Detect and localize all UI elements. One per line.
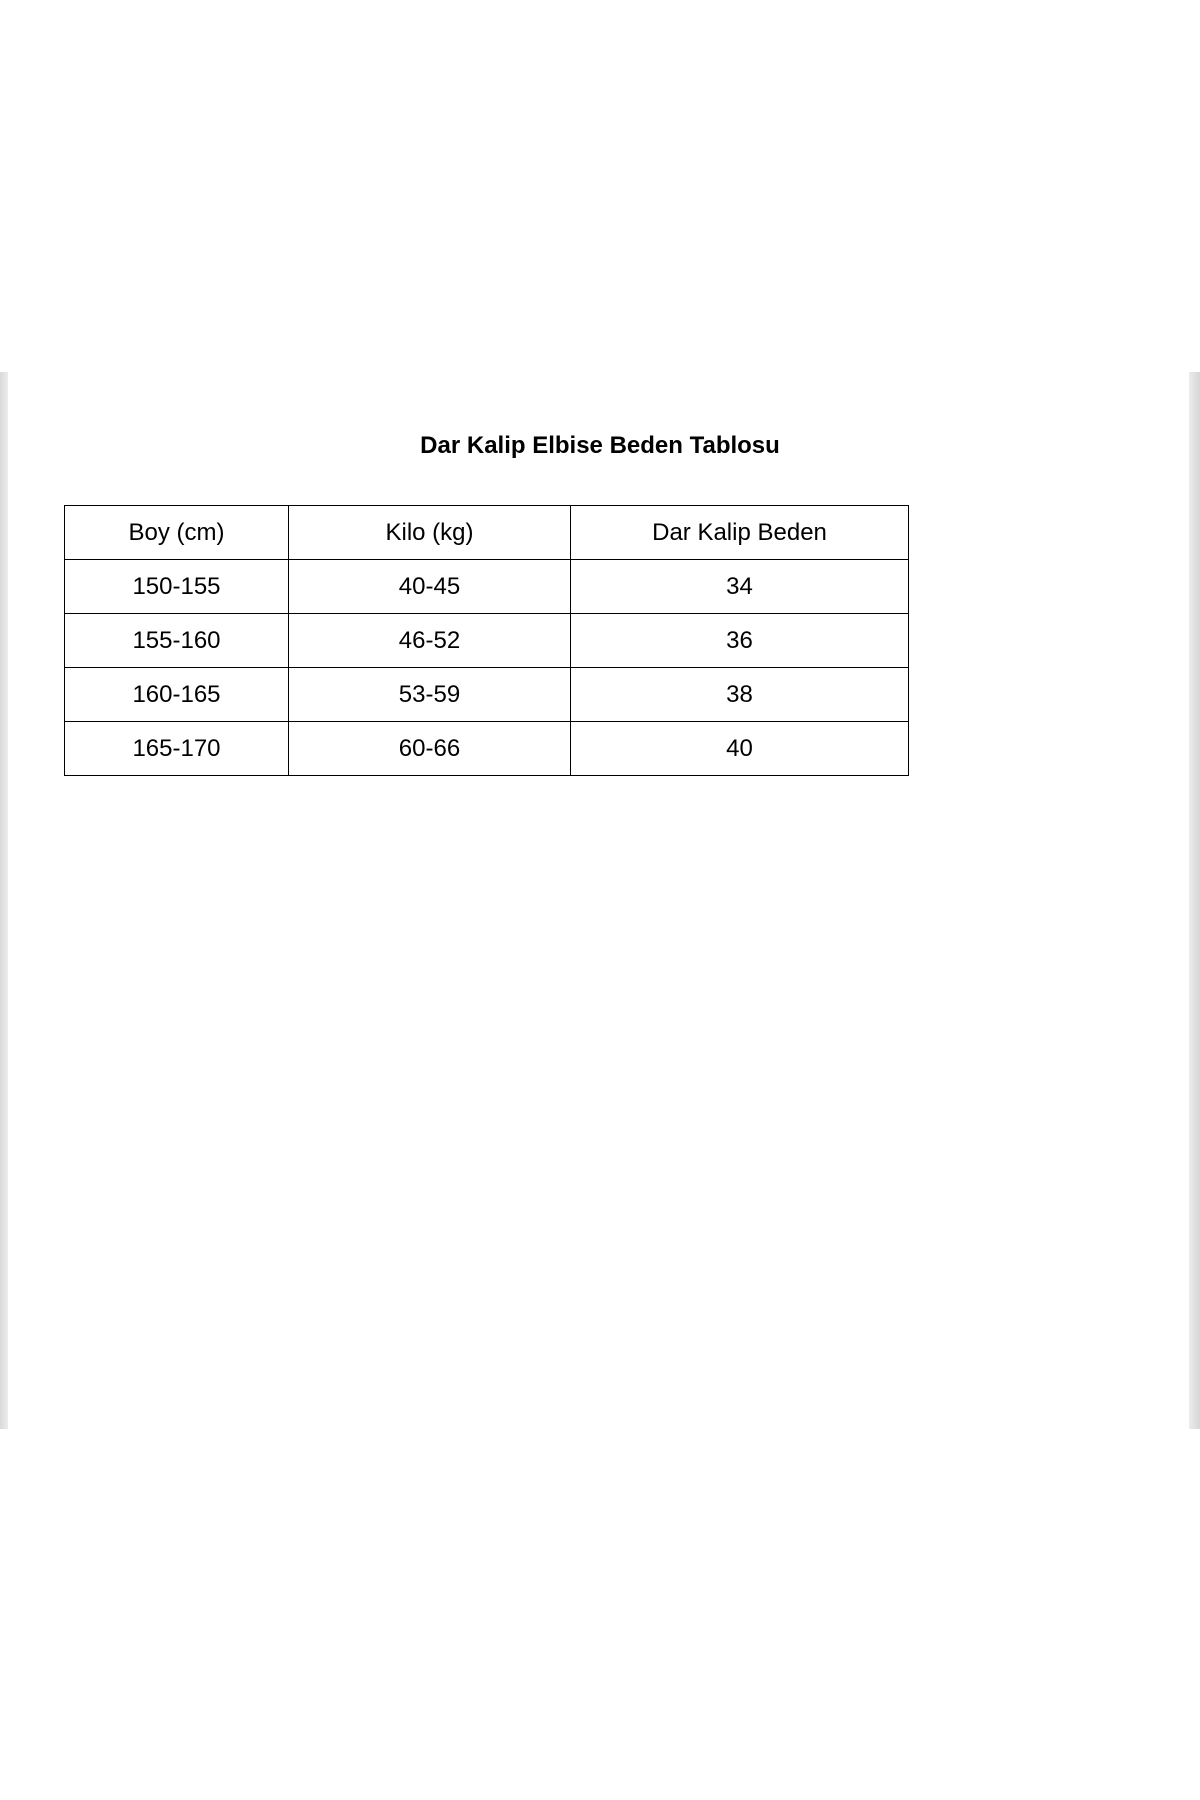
- table-cell-height: 150-155: [65, 560, 289, 614]
- page-edge-right: [1189, 372, 1200, 1429]
- table-cell-height: 155-160: [65, 614, 289, 668]
- table-cell-weight: 40-45: [289, 560, 571, 614]
- table-cell-size: 34: [571, 560, 909, 614]
- document-page: [0, 372, 1200, 1429]
- table-header-row: [65, 506, 909, 560]
- table-cell-weight: 53-59: [289, 668, 571, 722]
- column-header-height: Boy (cm): [65, 506, 289, 560]
- page-title: Dar Kalip Elbise Beden Tablosu: [420, 432, 780, 459]
- table-row: [65, 722, 909, 776]
- table-row: [65, 560, 909, 614]
- table-row: [65, 614, 909, 668]
- table-cell-height: 160-165: [65, 668, 289, 722]
- column-header-size: Dar Kalip Beden: [571, 506, 909, 560]
- table-cell-size: 38: [571, 668, 909, 722]
- column-header-weight: Kilo (kg): [289, 506, 571, 560]
- table-cell-weight: 60-66: [289, 722, 571, 776]
- table-row: [65, 668, 909, 722]
- table-cell-size: 36: [571, 614, 909, 668]
- table-cell-height: 165-170: [65, 722, 289, 776]
- table-cell-weight: 46-52: [289, 614, 571, 668]
- size-chart-table: [64, 505, 909, 776]
- table-cell-size: 40: [571, 722, 909, 776]
- page-edge-left: [0, 372, 8, 1429]
